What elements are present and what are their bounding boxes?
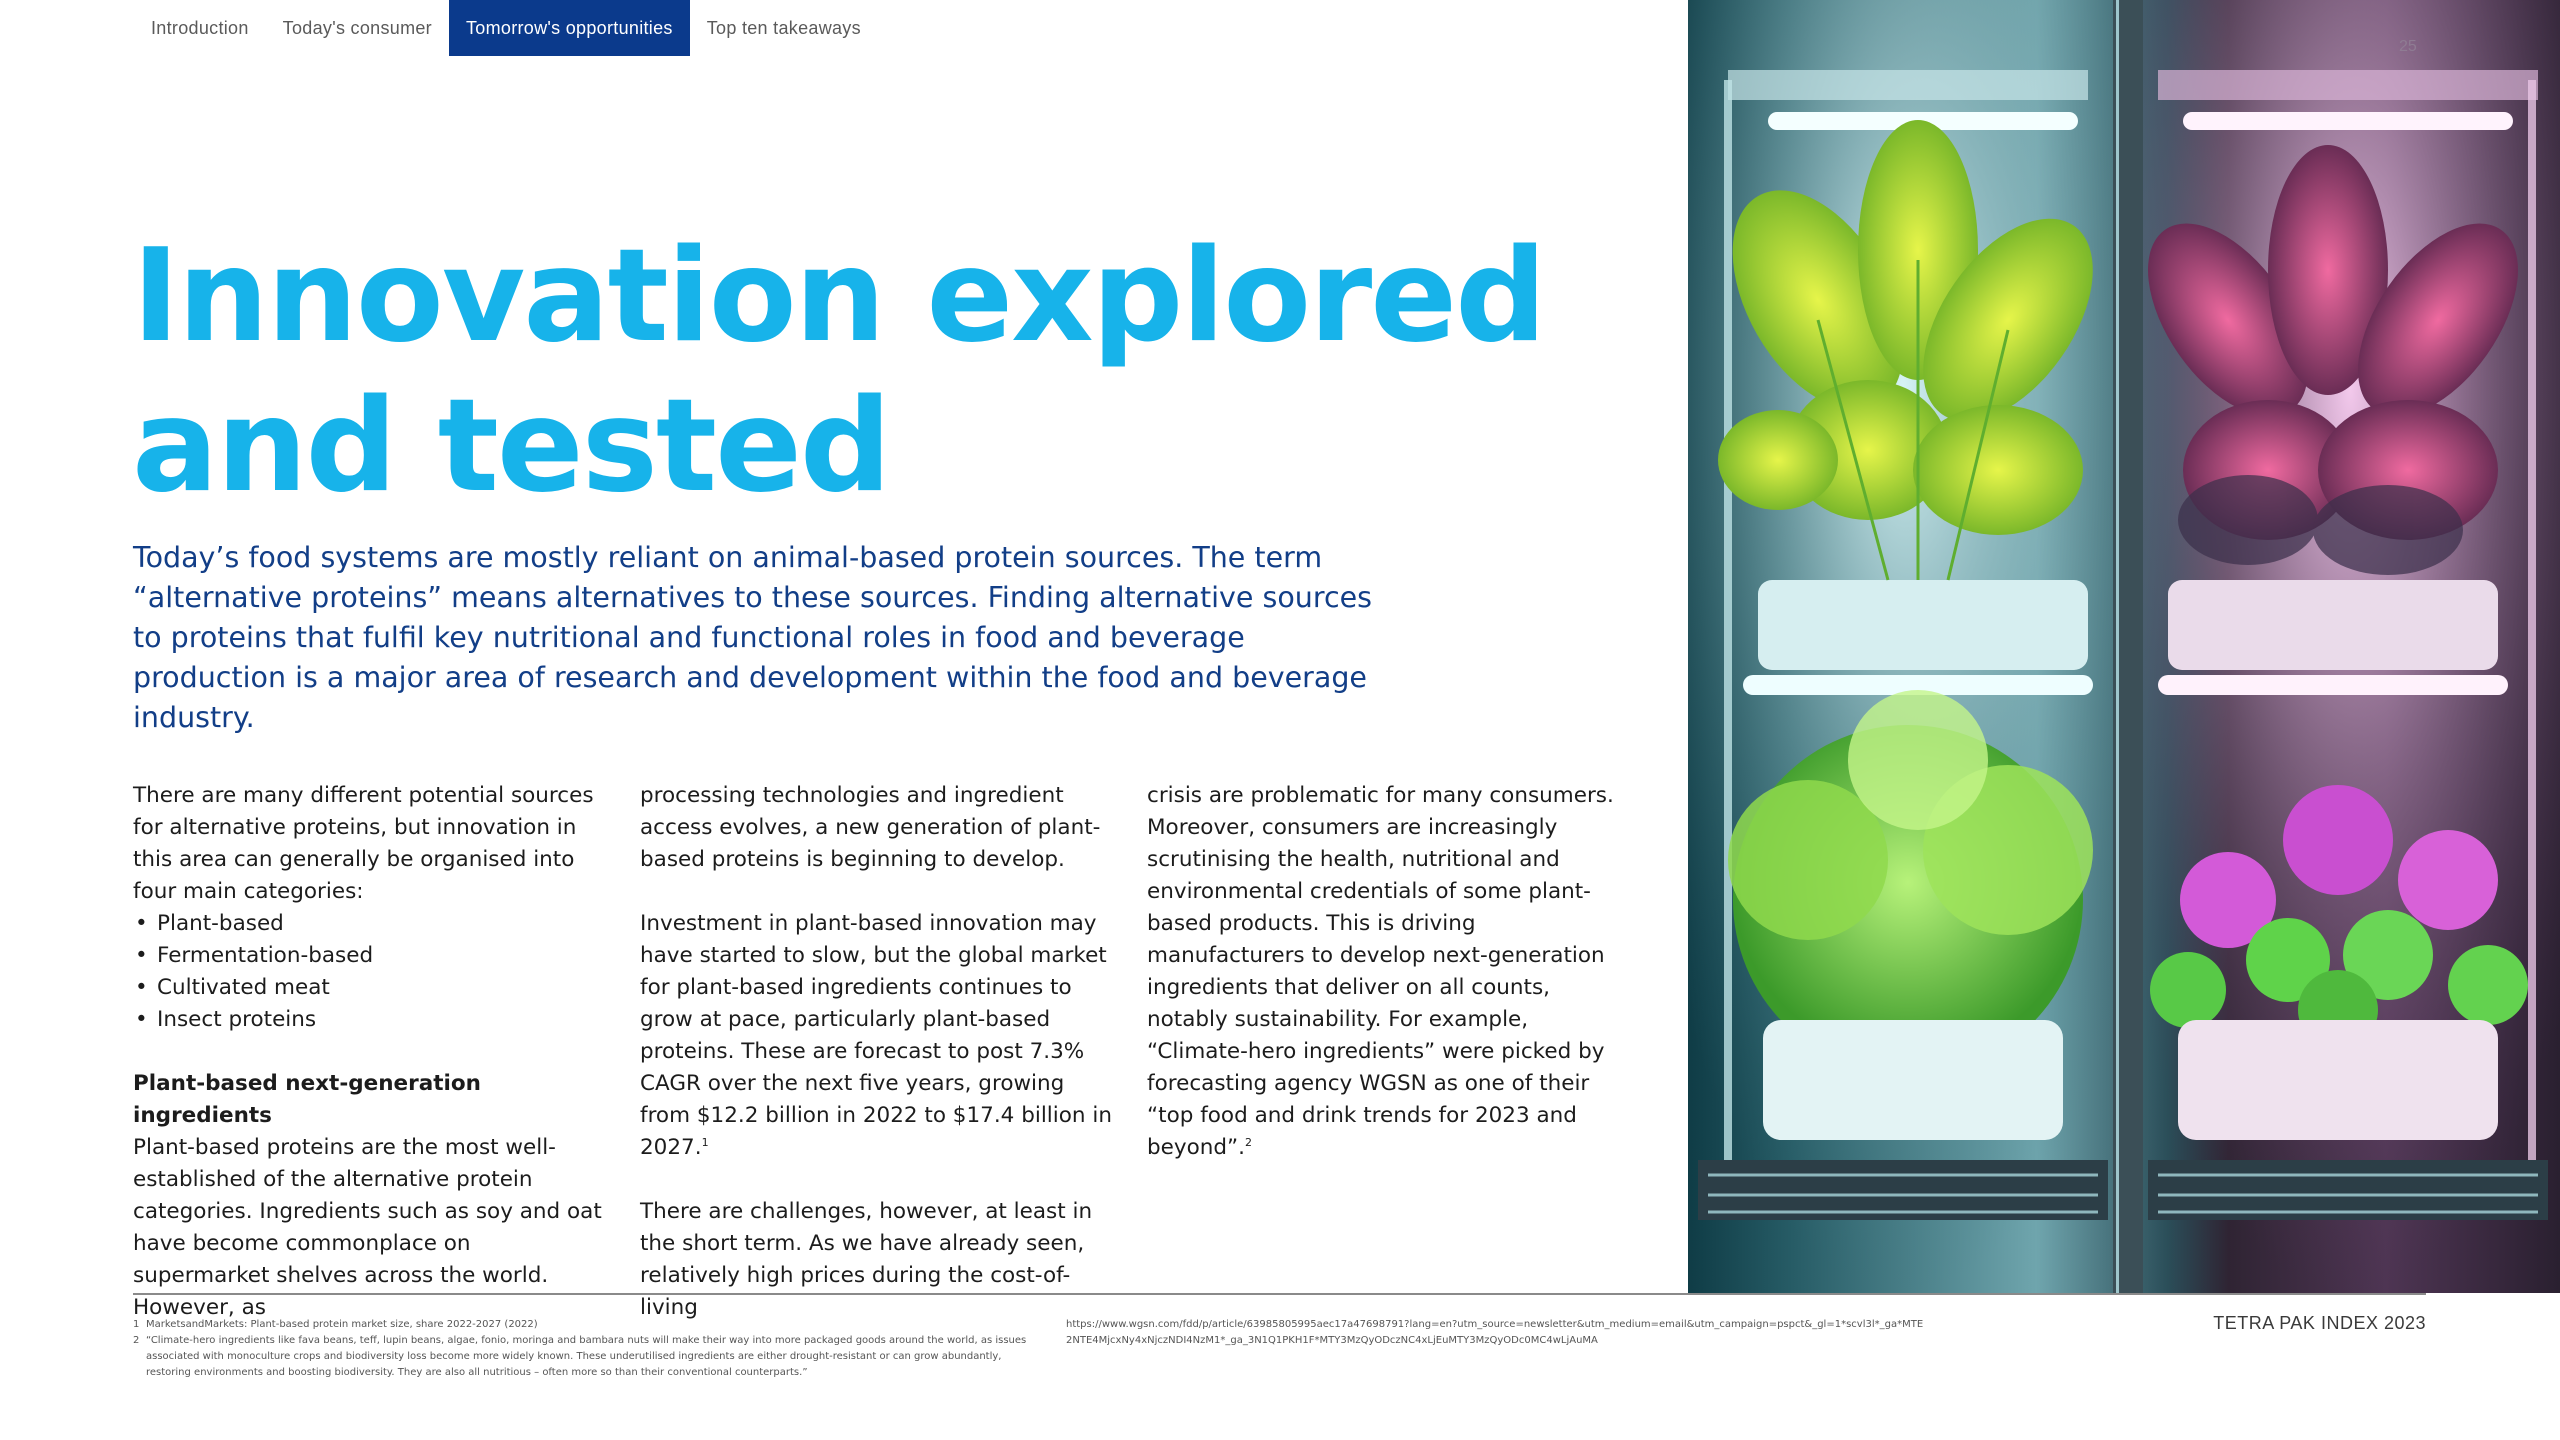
body-column-2 xyxy=(640,780,1118,1324)
tab-top-ten-takeaways[interactable]: Top ten takeaways xyxy=(706,17,861,38)
footnote-text: “Climate-hero ingredients like fava beans, teff, lupin beans, algae, fonio, moringa and bambara nuts will make their way into more packaged goods around the world, as issues associated with monoculture crops and biodiversity loss become more widely known. These underutilised ingredients are either drought-resistant or can grow abundantly, restoring environments and boosting biodiversity. They are also all nutritious – often more so than their conventional counterparts.” xyxy=(146,1335,1027,1378)
brand-footer: TETRA PAK INDEX 2023 xyxy=(2213,1313,2426,1333)
body-paragraph: processing technologies and ingredient access evolves, a new generation of plant-based proteins is beginning to develop. xyxy=(640,783,1101,872)
top-nav xyxy=(134,0,878,56)
intro-paragraph: There are many different potential sources for alternative proteins, but innovation in this area can generally be organised into four main categories: xyxy=(133,783,594,904)
tab-todays-consumer[interactable]: Today's consumer xyxy=(282,17,432,38)
list-item: • Insect proteins xyxy=(133,1004,611,1036)
vertical-farm-image xyxy=(1688,0,2560,1293)
footnote-ref[interactable]: 2 xyxy=(1245,1135,1252,1149)
footnote xyxy=(133,1317,1033,1333)
tab-introduction[interactable]: Introduction xyxy=(151,17,249,38)
footnote xyxy=(133,1333,1033,1381)
page-number: 25 xyxy=(2399,38,2417,55)
footer-divider xyxy=(133,1293,2426,1295)
body-paragraph xyxy=(1147,780,1627,1164)
tab-tomorrows-opportunities[interactable]: Tomorrow's opportunities xyxy=(449,0,690,56)
footnote-text: MarketsandMarkets: Plant-based protein market size, share 2022-2027 (2022) xyxy=(146,1319,538,1330)
footnote-number: 2 xyxy=(133,1335,140,1346)
footnote-number: 1 xyxy=(133,1319,140,1330)
category-list xyxy=(133,908,611,1036)
body-column-1 xyxy=(133,780,611,1324)
list-item: • Plant-based xyxy=(133,908,611,940)
list-item: • Cultivated meat xyxy=(133,972,611,1004)
body-paragraph: Plant-based proteins are the most well-established of the alternative protein categories. Ingredients such as soy and oat have become commonplace on supermarket shelves across the world. However, as xyxy=(133,1135,602,1320)
page-title: Innovation explored and tested xyxy=(132,222,1545,521)
body-paragraph: There are challenges, however, at least in the short term. As we have already seen, relatively high prices during the cost-of-living xyxy=(640,1199,1093,1320)
body-paragraph xyxy=(640,908,1118,1164)
section-subheading: Plant-based next-generation ingredients xyxy=(133,1071,481,1128)
list-item: • Fermentation-based xyxy=(133,940,611,972)
vertical-farm-illustration xyxy=(1688,0,2560,1293)
footnote-url-link[interactable]: https://www.wgsn.com/fdd/p/article/63985805995aec17a47698791?lang=en?utm_source=newsletter&utm_medium=email&utm_campaign=pspct&_gl=1*scvl3l*_ga*MTE2NTE4MjcxNy4xNjczNDI4NzM1*_ga_3N1Q1PKH1F*MTY3MzQyODczNC4xLjEuMTY3MzQyODc0MC4wLjAuMA xyxy=(1066,1319,1924,1346)
body-text: Investment in plant-based innovation may have started to slow, but the global market for plant-based ingredients continues to grow at pace, particularly plant-based proteins. These are forecast to post 7.3% CAGR over the next five years, growing from $12.2 billion in 2022 to $17.4 billion in 2027. xyxy=(640,911,1112,1160)
body-column-3 xyxy=(1147,780,1627,1164)
footnotes xyxy=(133,1317,1033,1381)
lead-paragraph: Today’s food systems are mostly reliant on animal-based protein sources. The term “alternative proteins” means alternatives to these sources. Finding alternative sources to proteins that fulfil key nutritional and functional roles in food and beverage production is a major area of research and development within the food and beverage industry. xyxy=(133,541,1372,734)
footnote-ref[interactable]: 1 xyxy=(701,1135,709,1149)
body-text: crisis are problematic for many consumers. Moreover, consumers are increasingly scrutinising the health, nutritional and environmental credentials of some plant-based products. This is driving manufacturers to develop next-generation ingredients that deliver on all counts, notably sustainability. For example, “Climate-hero ingredients” were picked by forecasting agency WGSN as one of their “top food and drink trends for 2023 and beyond”. xyxy=(1147,783,1614,1160)
